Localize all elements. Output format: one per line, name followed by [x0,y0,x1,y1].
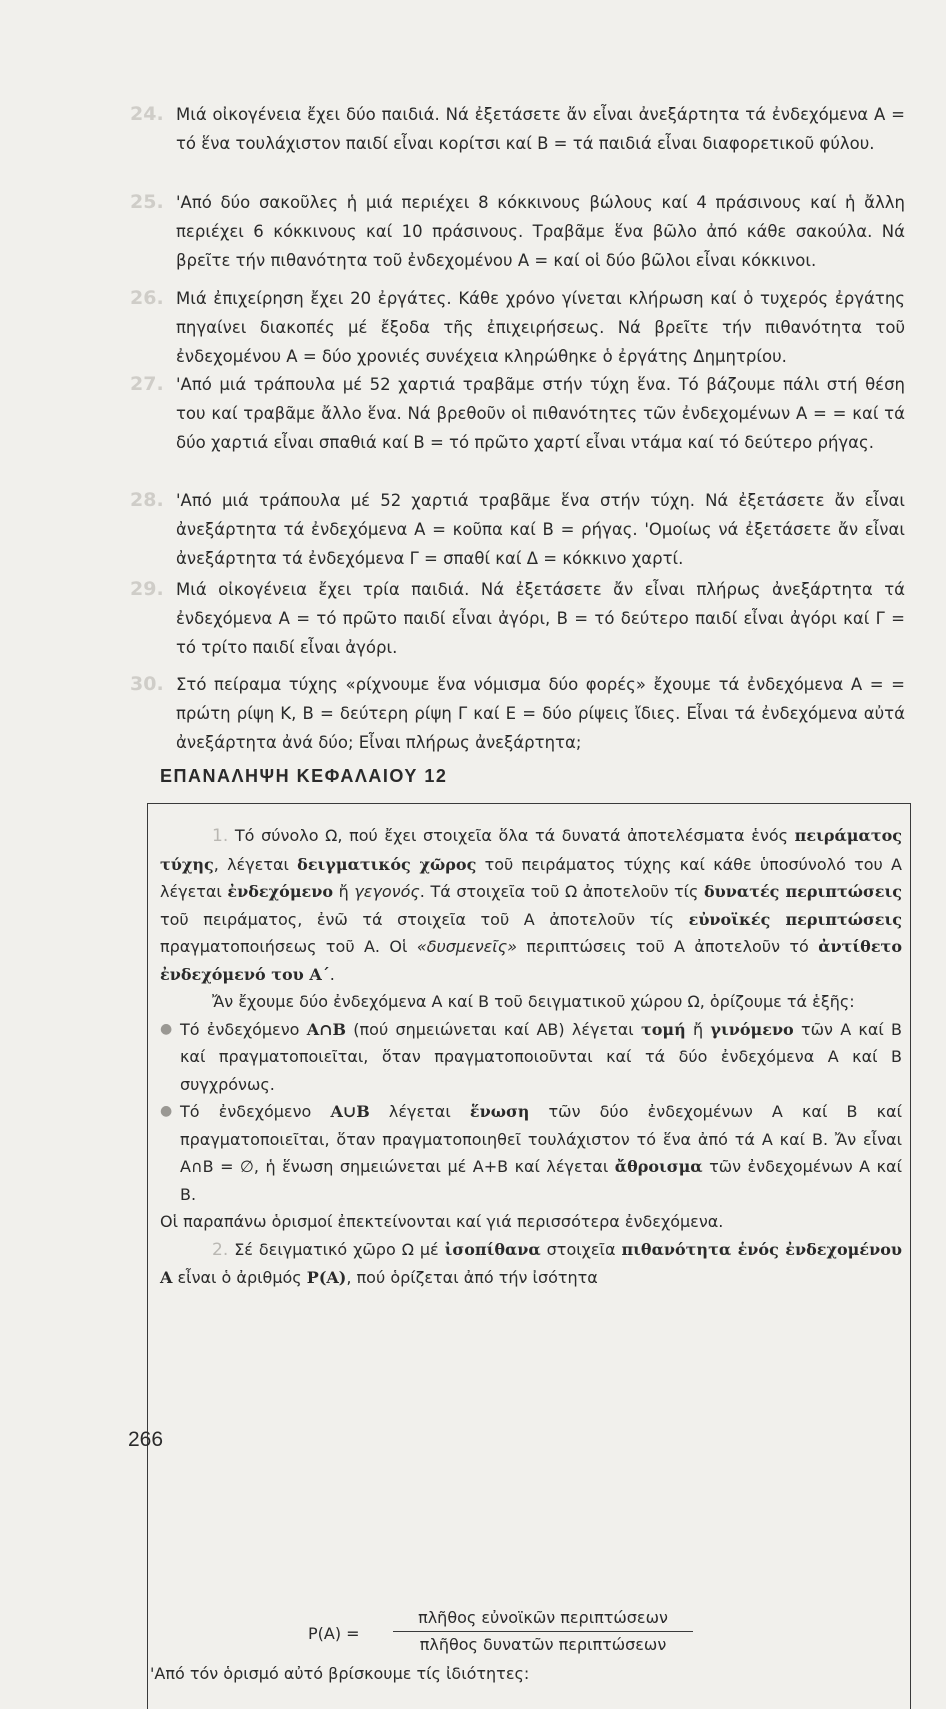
exercise-number: 29. [130,578,164,600]
fraction-bar [393,1631,693,1632]
exercise-number: 26. [130,287,164,309]
exercise-28 [130,486,905,573]
exercise-number: 25. [130,191,164,213]
exercise-text: Μιά οἰκογένεια ἔχει δύο παιδιά. Νά ἐξετάσετε ἄν εἶναι ἀνεξάρτητα τά ἐνδεχόμενα Α = τό ἕνα τουλάχιστον παιδί εἶναι κορίτσι καί Β = τά παιδιά εἶναι διαφορετικοῦ φύλου. [176,105,905,153]
exercise-text: 'Από δύο σακοῦλες ἡ μιά περιέχει 8 κόκκινους βώλους καί 4 πράσινους καί ἡ ἄλλη περιέχει 6 κόκκινους καί 10 πράσινους. Τραβᾶμε ἕνα βῶλο ἀπό κάθε σακούλα. Νά βρεῖτε τήν πιθανότητα τοῦ ἐνδεχομένου Α = καί οἱ δύο βῶλοι εἶναι κόκκινοι. [176,193,905,270]
exercise-30 [130,670,905,757]
summary-text [160,822,902,1292]
formula-numerator: πλῆθος εὐνοϊκῶν περιπτώσεων [418,1608,668,1627]
exercise-text: 'Από μιά τράπουλα μέ 52 χαρτιά τραβᾶμε ἕνα στήν τύχη. Νά ἐξετάσετε ἄν εἶναι ἀνεξάρτητα τά ἐνδεχόμενα Α = κοῦπα καί Β = ρήγας. 'Ομοίως νά ἐξετάσετε ἄν εἶναι ἀνεξάρτητα τά ἐνδεχόμενα Γ = σπαθί καί Δ = κόκκινο χαρτί. [176,491,905,568]
section-title: ΕΠΑΝΑΛΗΨΗ ΚΕΦΑΛΑΙΟΥ 12 [160,766,448,786]
bullet-union: ● Τό ἐνδεχόμενο Α∪Β λέγεται ἕνωση τῶν δύο ἐνδεχομένων Α καί Β καί πραγματοποιεῖται, ὅταν πραγματοποιηθεῖ τουλάχιστον τό ἕνα ἀπό τά Α καί Β. Ἄν εἶναι Α∩Β = ∅, ἡ ἕνωση σημειώνεται μέ Α+Β καί λέγεται ἄθροισμα τῶν ἐνδεχομένων Α καί Β. [160,1098,902,1208]
probability-formula [308,1608,693,1656]
exercise-29 [130,575,905,662]
bullet-icon: ● [160,1103,173,1119]
summary-paragraph-3: Οἱ παραπάνω ὁρισμοί ἐπεκτείνονται καί γιά περισσότερα ἐνδεχόμενα. [160,1212,724,1231]
exercise-number: 27. [130,373,164,395]
exercise-text: Στό πείραμα τύχης «ρίχνουμε ἕνα νόμισμα δύο φορές» ἔχουμε τά ἐνδεχόμενα Α = = πρώτη ρίψη Κ, Β = δεύτερη ρίψη Γ καί Ε = δύο ρίψεις ἴδιες. Εἶναι τά ἐνδεχόμενα αὐτά ἀνεξάρτητα ἀνά δύο; Εἶναι πλήρως ἀνεξάρτητα; [176,675,905,752]
formula-lhs: Ρ(Α) = [308,1624,360,1643]
exercise-text: 'Από μιά τράπουλα μέ 52 χαρτιά τραβᾶμε στήν τύχη ἕνα. Τό βάζουμε πάλι στή θέση του καί τραβᾶμε ἄλλο ἕνα. Νά βρεθοῦν οἱ πιθανότητες τῶν ἐνδεχομένων Α = = καί τά δύο χαρτιά εἶναι σπαθιά καί Β = τό πρῶτο χαρτί εἶναι ντάμα καί τό δεύτερο ρήγας. [176,375,905,452]
exercise-number: 30. [130,673,164,695]
exercise-25 [130,188,905,275]
page-number: 266 [128,1428,164,1451]
bullet-intersection: ● Τό ἐνδεχόμενο Α∩Β (πού σημειώνεται καί ΑΒ) λέγεται τομή ἤ γινόμενο τῶν Α καί Β καί πραγματοποιεῖται, ὅταν πραγματοποιοῦνται καί τά δύο ἐνδεχόμενα Α καί Β συγχρόνως. [160,1016,902,1099]
exercise-number: 24. [130,103,164,125]
exercise-number: 28. [130,489,164,511]
exercise-text: Μιά οἰκογένεια ἔχει τρία παιδιά. Νά ἐξετάσετε ἄν εἶναι πλήρως ἀνεξάρτητα τά ἐνδεχόμενα Α = τό πρῶτο παιδί εἶναι ἀγόρι, Β = τό δεύτερο παιδί εἶναι ἀγόρι καί Γ = τό τρίτο παιδί εἶναι ἀγόρι. [176,580,905,657]
exercise-27 [130,370,905,457]
formula-denominator: πλῆθος δυνατῶν περιπτώσεων [419,1635,667,1654]
exercise-24 [130,100,905,158]
exercise-26 [130,284,905,371]
bullet-icon: ● [160,1020,173,1037]
summary-paragraph-4: 2. Σέ δειγματικό χῶρο Ω μέ ἰσοπίθανα στοιχεῖα πιθανότητα ἑνός ἐνδεχομένου Α εἶναι ὁ ἀριθμός Ρ(Α), πού ὁρίζεται ἀπό τήν ἰσότητα [160,1239,902,1287]
summary-paragraph-1: 1. Τό σύνολο Ω, πού ἔχει στοιχεῖα ὅλα τά δυνατά ἀποτελέσματα ἑνός πειράματος τύχης, λέγεται δειγματικός χῶρος τοῦ πειράματος τύχης καί κάθε ὑποσύνολό του Α λέγεται ἐνδεχόμενο ἤ γεγονός. Τά στοιχεῖα τοῦ Ω ἀποτελοῦν τίς δυνατές περιπτώσεις τοῦ πειράματος, ἐνῶ τά στοιχεῖα τοῦ Α ἀποτελοῦν τίς εὐνοϊκές περιπτώσεις πραγματοποιήσεως τοῦ Α. Οἱ «δυσμενεῖς» περιπτώσεις τοῦ Α ἀποτελοῦν τό ἀντίθετο ἐνδεχόμενό του Α΄. [160,826,903,984]
summary-last-line: 'Από τόν ὁρισμό αὐτό βρίσκουμε τίς ἰδιότητες: [150,1664,530,1683]
summary-paragraph-2: Ἄν ἔχουμε δύο ἐνδεχόμενα Α καί Β τοῦ δειγματικοῦ χώρου Ω, ὁρίζουμε τά ἑξῆς: [212,992,855,1011]
exercise-text: Μιά ἐπιχείρηση ἔχει 20 ἐργάτες. Κάθε χρόνο γίνεται κλήρωση καί ὁ τυχερός ἐργάτης πηγαίνει διακοπές μέ ἔξοδα τῆς ἐπιχειρήσεως. Νά βρεῖτε τήν πιθανότητα τοῦ ἐνδεχομένου Α = δύο χρονιές συνέχεια κληρώθηκε ὁ ἐργάτης Δημητρίου. [176,289,905,366]
